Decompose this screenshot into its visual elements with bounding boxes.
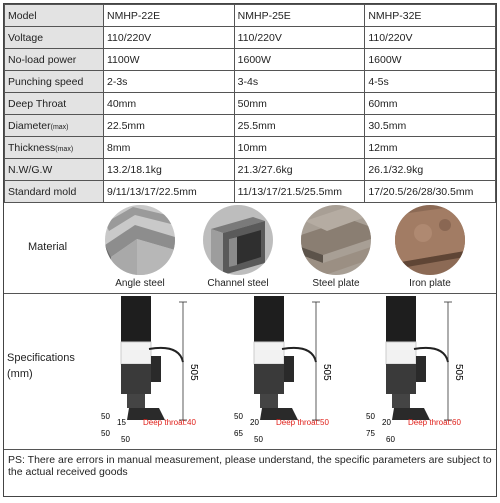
dimension-a: 50 (366, 412, 375, 421)
row-label: Voltage (5, 27, 104, 49)
table-row (5, 49, 496, 71)
spec-table (4, 4, 496, 203)
material-iron-plate (387, 205, 473, 289)
header-model-3: NMHP-32E (365, 5, 496, 27)
dimension-c: 75 (366, 429, 375, 438)
row-label (5, 137, 104, 159)
table-cell: 1100W (104, 49, 235, 71)
row-label-sub: (max) (55, 145, 74, 153)
row-label: N.W/G.W (5, 159, 104, 181)
row-label-main: Thickness (8, 141, 56, 154)
table-row (5, 137, 496, 159)
height-dimension: 505 (321, 364, 332, 381)
table-cell: 8mm (104, 137, 235, 159)
table-cell: 110/220V (365, 27, 496, 49)
channel-steel-image (203, 205, 273, 275)
dimension-b: 20 (250, 418, 259, 427)
table-cell: 9/11/13/17/22.5mm (104, 181, 235, 203)
machine-diagram-nmhp-22e (99, 294, 229, 444)
specifications-row (4, 294, 496, 450)
table-cell: 3-4s (234, 71, 365, 93)
material-caption: Channel steel (207, 278, 269, 289)
dimension-a: 50 (101, 412, 110, 421)
table-row (5, 115, 496, 137)
material-caption: Iron plate (409, 278, 451, 289)
specifications-unit: (mm) (7, 368, 33, 380)
table-cell: 22.5mm (104, 115, 235, 137)
material-label: Material (28, 241, 68, 253)
table-cell: 50mm (234, 93, 365, 115)
steel-plate-image (301, 205, 371, 275)
table-cell: 1600W (365, 49, 496, 71)
material-channel-steel (195, 205, 281, 289)
machine-diagram-nmhp-25e (232, 294, 362, 444)
table-cell: 21.3/27.6kg (234, 159, 365, 181)
dimension-d: 50 (121, 435, 130, 444)
row-label: No-load power (5, 49, 104, 71)
disclaimer-note: PS: There are errors in manual measurement, please understand, the specific parameters are subject to the actual received goods (8, 454, 492, 478)
table-header-row (5, 5, 496, 27)
angle-steel-image (105, 205, 175, 275)
table-cell: 110/220V (104, 27, 235, 49)
row-label-main: Diameter (8, 119, 51, 132)
machine-diagram-nmhp-32e (364, 294, 494, 444)
dimension-d: 50 (254, 435, 263, 444)
material-steel-plate (293, 205, 379, 289)
header-label: Model (5, 5, 104, 27)
dimension-d: 60 (386, 435, 395, 444)
material-row (4, 203, 496, 294)
row-label: Punching speed (5, 71, 104, 93)
table-cell: 60mm (365, 93, 496, 115)
table-row (5, 181, 496, 203)
table-cell: 1600W (234, 49, 365, 71)
table-cell: 25.5mm (234, 115, 365, 137)
product-spec-sheet (3, 3, 497, 497)
table-cell: 17/20.5/26/28/30.5mm (365, 181, 496, 203)
dimension-b: 20 (382, 418, 391, 427)
table-cell: 110/220V (234, 27, 365, 49)
deep-throat-label: Deep throat:60 (408, 418, 461, 427)
table-cell: 30.5mm (365, 115, 496, 137)
dimension-c: 65 (234, 429, 243, 438)
deep-throat-label: Deep throat:40 (143, 418, 196, 427)
table-cell: 12mm (365, 137, 496, 159)
table-cell: 13.2/18.1kg (104, 159, 235, 181)
table-cell: 26.1/32.9kg (365, 159, 496, 181)
row-label (5, 115, 104, 137)
deep-throat-label: Deep throat:50 (276, 418, 329, 427)
material-caption: Steel plate (312, 278, 360, 289)
dimension-a: 50 (234, 412, 243, 421)
specifications-label: Specifications (7, 352, 75, 364)
table-row (5, 159, 496, 181)
table-row (5, 93, 496, 115)
table-cell: 40mm (104, 93, 235, 115)
table-cell: 11/13/17/21.5/25.5mm (234, 181, 365, 203)
row-label: Deep Throat (5, 93, 104, 115)
material-angle-steel (97, 205, 183, 289)
height-dimension: 505 (188, 364, 199, 381)
iron-plate-image (395, 205, 465, 275)
table-cell: 2-3s (104, 71, 235, 93)
row-label-sub: (max) (50, 123, 69, 131)
header-model-1: NMHP-22E (104, 5, 235, 27)
row-label: Standard mold (5, 181, 104, 203)
material-caption: Angle steel (115, 278, 165, 289)
height-dimension: 505 (453, 364, 464, 381)
table-row (5, 71, 496, 93)
dimension-b: 15 (117, 418, 126, 427)
dimension-c: 50 (101, 429, 110, 438)
header-model-2: NMHP-25E (234, 5, 365, 27)
table-row (5, 27, 496, 49)
table-cell: 4-5s (365, 71, 496, 93)
table-cell: 10mm (234, 137, 365, 159)
